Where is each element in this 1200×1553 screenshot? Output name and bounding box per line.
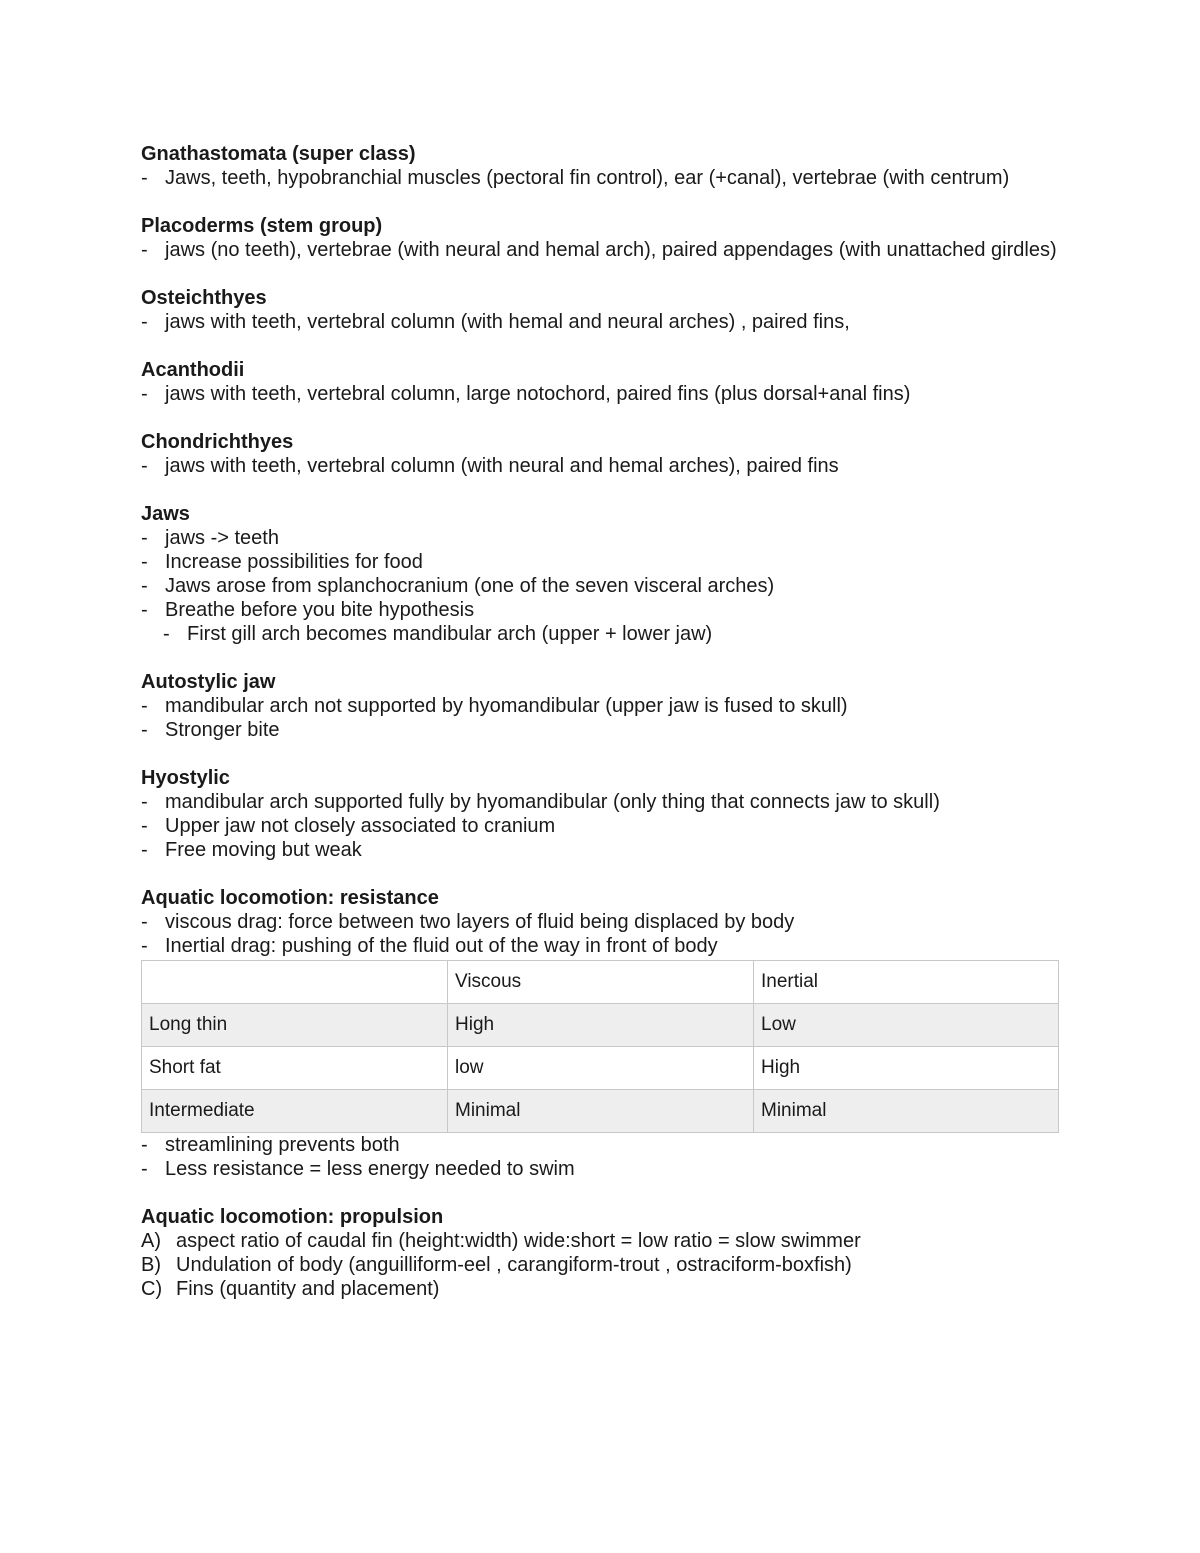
dash-bullet: - [141, 695, 148, 717]
list-item-text: jaws with teeth, vertebral column, large notochord, paired fins (plus dorsal+anal fins) [165, 383, 911, 405]
list-item-text: Free moving but weak [165, 839, 362, 861]
list-item-text: Jaws arose from splanchocranium (one of the seven visceral arches) [165, 575, 775, 597]
document-page [141, 142, 1061, 1325]
section-aquatic-propulsion [141, 1205, 1061, 1301]
bullet-list [141, 526, 1061, 646]
table-cell: low [448, 1047, 754, 1090]
list-item-text: jaws -> teeth [165, 527, 279, 549]
dash-bullet: - [141, 791, 148, 813]
bullet-list [141, 790, 1061, 862]
table-cell: Low [754, 1004, 1059, 1047]
list-item [141, 454, 1061, 478]
table-header-row [142, 961, 1059, 1004]
section-heading: Aquatic locomotion: resistance [141, 887, 439, 909]
dash-bullet: - [163, 623, 170, 645]
list-item-text: mandibular arch supported fully by hyomandibular (only thing that connects jaw to skull) [165, 791, 940, 813]
bullet-list [141, 166, 1061, 190]
section-heading: Hyostylic [141, 767, 230, 789]
list-item [141, 1277, 1061, 1301]
table-cell: Minimal [754, 1090, 1059, 1133]
list-item [141, 526, 1061, 550]
dash-bullet: - [141, 527, 148, 549]
list-item [141, 694, 1061, 718]
list-item-text: Fins (quantity and placement) [176, 1278, 440, 1300]
list-item [141, 1133, 1061, 1157]
bullet-list [141, 238, 1061, 262]
dash-bullet: - [141, 911, 148, 933]
dash-bullet: - [141, 551, 148, 573]
dash-bullet: - [141, 575, 148, 597]
list-item-text: Jaws, teeth, hypobranchial muscles (pectoral fin control), ear (+canal), vertebrae (with centrum) [165, 167, 1010, 189]
list-item-text: Inertial drag: pushing of the fluid out of the way in front of body [165, 935, 718, 957]
list-item-text: mandibular arch not supported by hyomandibular (upper jaw is fused to skull) [165, 695, 848, 717]
list-item [141, 934, 1061, 958]
table-header-cell: Inertial [754, 961, 1059, 1004]
section-heading: Jaws [141, 503, 190, 525]
lettered-list [141, 1229, 1061, 1301]
section-hyostylic [141, 766, 1061, 862]
list-item [141, 1253, 1061, 1277]
dash-bullet: - [141, 599, 148, 621]
bullet-list [141, 382, 1061, 406]
section-heading: Acanthodii [141, 359, 245, 381]
list-item-text: streamlining prevents both [165, 1134, 400, 1156]
table-cell: High [754, 1047, 1059, 1090]
table-row [142, 1047, 1059, 1090]
dash-bullet: - [141, 383, 148, 405]
section-osteichthyes [141, 286, 1061, 334]
list-item-text: viscous drag: force between two layers of fluid being displaced by body [165, 911, 795, 933]
list-item-text: jaws with teeth, vertebral column (with neural and hemal arches), paired fins [165, 455, 839, 477]
list-item-text: jaws with teeth, vertebral column (with hemal and neural arches) , paired fins, [165, 311, 850, 333]
section-chondrichthyes [141, 430, 1061, 478]
list-item-text: Upper jaw not closely associated to cranium [165, 815, 556, 837]
letter-marker: C) [141, 1278, 163, 1300]
dash-bullet: - [141, 935, 148, 957]
drag-table [141, 960, 1059, 1133]
bullet-list [141, 694, 1061, 742]
list-item-text: First gill arch becomes mandibular arch (upper + lower jaw) [187, 623, 713, 645]
dash-bullet: - [141, 839, 148, 861]
table-cell: Long thin [142, 1004, 448, 1047]
list-item-text: Stronger bite [165, 719, 280, 741]
dash-bullet: - [141, 455, 148, 477]
list-item [141, 790, 1061, 814]
table-cell: Minimal [448, 1090, 754, 1133]
section-acanthodii [141, 358, 1061, 406]
list-item [141, 550, 1061, 574]
bullet-list [141, 1133, 1061, 1181]
list-item [141, 718, 1061, 742]
table-row [142, 1090, 1059, 1133]
section-heading: Gnathastomata (super class) [141, 143, 416, 165]
list-item [141, 598, 1061, 622]
section-jaws [141, 502, 1061, 646]
bullet-list [141, 310, 1061, 334]
dash-bullet: - [141, 167, 148, 189]
dash-bullet: - [141, 1158, 148, 1180]
section-gnathastomata [141, 142, 1061, 190]
list-item [141, 382, 1061, 406]
letter-marker: B) [141, 1254, 161, 1276]
list-item [141, 814, 1061, 838]
table-cell: Short fat [142, 1047, 448, 1090]
list-item-text: Undulation of body (anguilliform-eel , carangiform-trout , ostraciform-boxfish) [176, 1254, 852, 1276]
table-header-cell: Viscous [448, 961, 754, 1004]
section-heading: Placoderms (stem group) [141, 215, 383, 237]
dash-bullet: - [141, 1134, 148, 1156]
list-item-text: Less resistance = less energy needed to swim [165, 1158, 575, 1180]
bullet-list [141, 454, 1061, 478]
section-autostylic-jaw [141, 670, 1061, 742]
bullet-list [141, 910, 1061, 958]
table-row [142, 1004, 1059, 1047]
sub-list-item [141, 622, 1061, 646]
list-item [141, 574, 1061, 598]
list-item-text: Breathe before you bite hypothesis [165, 599, 475, 621]
section-heading: Osteichthyes [141, 287, 267, 309]
section-heading: Aquatic locomotion: propulsion [141, 1206, 444, 1228]
section-aquatic-resistance [141, 886, 1061, 1181]
list-item [141, 838, 1061, 862]
table-cell: High [448, 1004, 754, 1047]
list-item [141, 166, 1061, 190]
list-item [141, 1229, 1061, 1253]
dash-bullet: - [141, 719, 148, 741]
list-item [141, 1157, 1061, 1181]
list-item [141, 910, 1061, 934]
dash-bullet: - [141, 815, 148, 837]
dash-bullet: - [141, 239, 148, 261]
table-header-cell [142, 961, 448, 1004]
letter-marker: A) [141, 1230, 161, 1252]
list-item [141, 310, 1061, 334]
dash-bullet: - [141, 311, 148, 333]
list-item-text: aspect ratio of caudal fin (height:width) wide:short = low ratio = slow swimmer [176, 1230, 861, 1252]
section-heading: Autostylic jaw [141, 671, 276, 693]
section-placoderms [141, 214, 1061, 262]
list-item-text: Increase possibilities for food [165, 551, 423, 573]
section-heading: Chondrichthyes [141, 431, 294, 453]
list-item-text: jaws (no teeth), vertebrae (with neural and hemal arch), paired appendages (with unattached girdles) [165, 239, 1057, 261]
table-cell: Intermediate [142, 1090, 448, 1133]
list-item [141, 238, 1061, 262]
